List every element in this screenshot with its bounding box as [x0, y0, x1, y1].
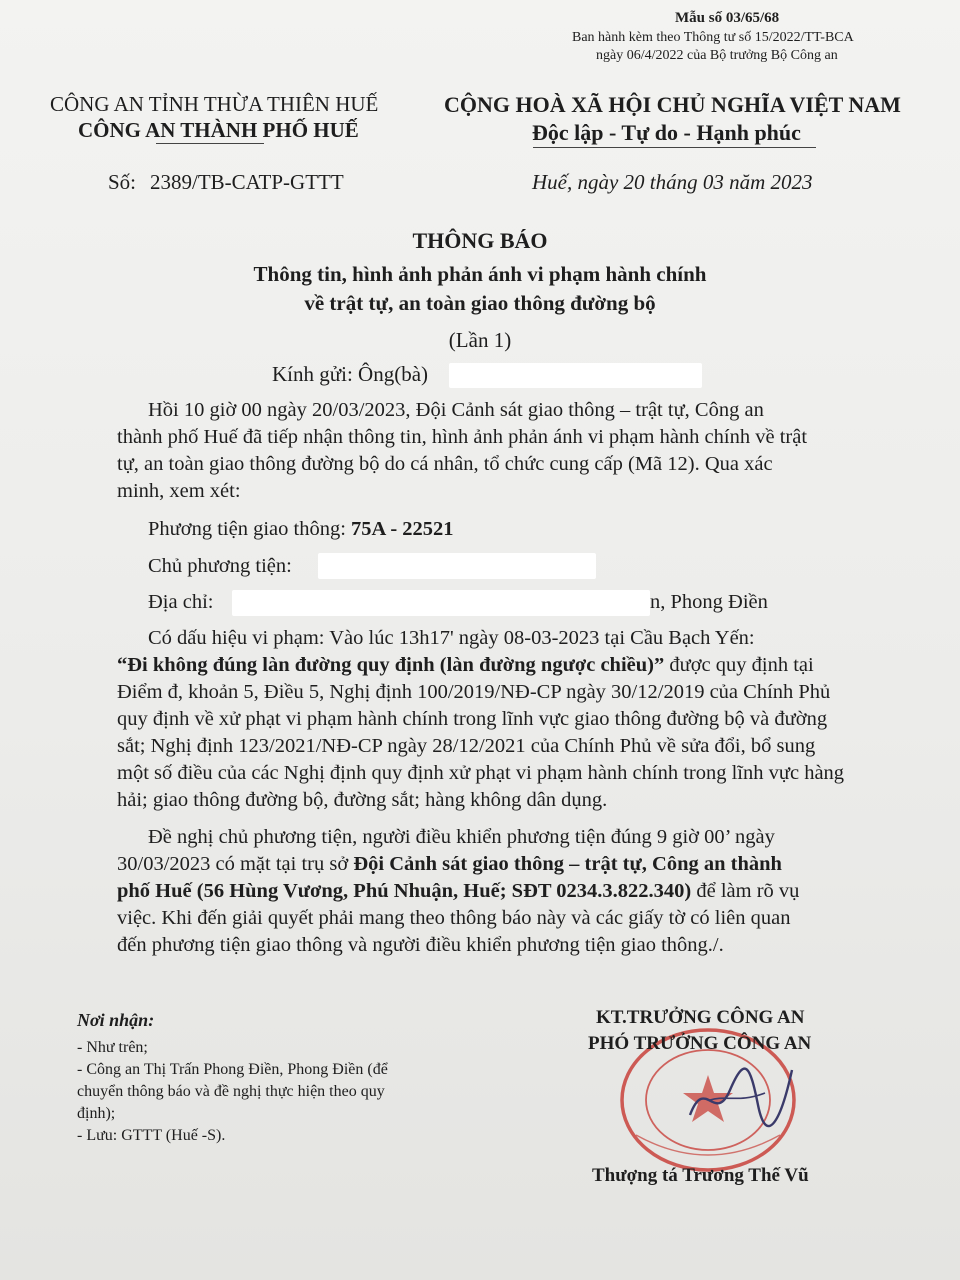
motto-underline — [533, 147, 816, 148]
org-underline — [156, 143, 264, 144]
request-line-part: 30/03/2023 có mặt tại trụ sở — [117, 853, 354, 875]
intro-line: thành phố Huế đã tiếp nhận thông tin, hình ảnh phản ánh vi phạm hành chính về trật — [117, 426, 808, 448]
document-subtitle-line1: Thông tin, hình ảnh phản ánh vi phạm hành chính — [253, 262, 707, 286]
document-date: Huế, ngày 20 tháng 03 năm 2023 — [532, 170, 813, 194]
violation-line: Có dấu hiệu vi phạm: Vào lúc 13h17' ngày 08-03-2023 tại Cầu Bạch Yến: — [148, 627, 755, 649]
violation-line-rest: được quy định tại — [664, 654, 814, 676]
intro-line: minh, xem xét: — [117, 480, 241, 502]
nation-motto: Độc lập - Tự do - Hạnh phúc — [532, 120, 801, 145]
request-office: Đội Cảnh sát giao thông – trật tự, Công an thành — [353, 853, 782, 875]
document-number-label: Số: — [108, 170, 137, 194]
intro-line: tự, an toàn giao thông đường bộ do cá nhân, tổ chức cung cấp (Mã 12). Qua xác — [117, 453, 773, 475]
issued-note-line1: Ban hành kèm theo Thông tư số 15/2022/TT-BCA — [572, 30, 854, 45]
recipient-item: - Công an Thị Trấn Phong Điền, Phong Điền (để — [77, 1061, 388, 1078]
vehicle-row — [148, 518, 454, 541]
vehicle-label: Phương tiện giao thông: — [148, 518, 346, 540]
violation-line: hải; giao thông đường bộ, đường sắt; hàng không dân dụng. — [117, 789, 608, 811]
issued-note-line2: ngày 06/4/2022 của Bộ trưởng Bộ Công an — [596, 48, 838, 63]
recipient-item: định); — [77, 1105, 116, 1122]
request-line: Đề nghị chủ phương tiện, người điều khiển phương tiện đúng 9 giờ 00’ ngày — [148, 826, 775, 848]
violation-line: một số điều của các Nghị định quy định xử phạt vi phạm hành chính trong lĩnh vực hàng — [117, 762, 845, 784]
document-number — [108, 170, 344, 195]
recipient-item: chuyển thông báo và đề nghị thực hiện theo quy — [77, 1083, 385, 1100]
org-parent: CÔNG AN TỈNH THỪA THIÊN HUẾ — [50, 92, 379, 116]
request-line — [117, 853, 782, 876]
document-subtitle-line2: về trật tự, an toàn giao thông đường bộ — [304, 291, 656, 315]
owner-label: Chủ phương tiện: — [148, 555, 292, 577]
redacted-owner — [318, 553, 596, 579]
request-office-address: phố Huế (56 Hùng Vương, Phú Nhuận, Huế; SĐT 0234.3.822.340) — [117, 880, 692, 902]
address-label: Địa chỉ: — [148, 591, 214, 613]
violation-line — [117, 654, 814, 677]
intro-line: Hồi 10 giờ 00 ngày 20/03/2023, Đội Cảnh sát giao thông – trật tự, Công an — [148, 399, 764, 421]
violation-line: Điểm đ, khoản 5, Điều 5, Nghị định 100/2019/NĐ-CP ngày 30/12/2019 của Chính Phủ — [117, 681, 831, 703]
document-number-value: 2389/TB-CATP-GTTT — [150, 170, 344, 194]
violation-line: sắt; Nghị định 123/2021/NĐ-CP ngày 28/12/2021 của Chính Phủ về sửa đổi, bổ sung — [117, 735, 816, 757]
request-line — [117, 880, 799, 903]
nation-title: CỘNG HOÀ XÃ HỘI CHỦ NGHĨA VIỆT NAM — [444, 92, 901, 117]
org-name: CÔNG AN THÀNH PHỐ HUẾ — [78, 118, 359, 142]
violation-description: “Đi không đúng làn đường quy định (làn đường ngược chiều)” — [117, 654, 665, 676]
recipients-heading: Nơi nhận: — [77, 1010, 155, 1030]
notice-count: (Lần 1) — [448, 328, 512, 352]
recipient-item: - Như trên; — [77, 1039, 148, 1056]
signature-title-line1: KT.TRƯỞNG CÔNG AN — [596, 1007, 805, 1028]
document-title: THÔNG BÁO — [412, 228, 548, 253]
request-line: việc. Khi đến giải quyết phải mang theo thông báo này và các giấy tờ có liên quan — [117, 907, 791, 929]
recipient-item: - Lưu: GTTT (Huế -S). — [77, 1127, 226, 1144]
signature-icon — [680, 1055, 800, 1135]
redacted-address — [232, 590, 650, 616]
signature-title-line2: PHÓ TRƯỞNG CÔNG AN — [588, 1033, 812, 1054]
vehicle-plate: 75A - 22521 — [351, 518, 454, 540]
request-line: đến phương tiện giao thông và người điều khiển phương tiện giao thông./. — [117, 934, 724, 956]
form-code: Mẫu số 03/65/68 — [675, 10, 780, 26]
address-tail: n, Phong Điền — [650, 591, 768, 613]
recipient-label: Kính gửi: Ông(bà) — [272, 362, 429, 386]
redacted-recipient — [449, 363, 702, 388]
violation-line: quy định về xử phạt vi phạm hành chính trong lĩnh vực giao thông đường bộ và đường — [117, 708, 828, 730]
signer-name: Thượng tá Trương Thế Vũ — [592, 1165, 809, 1186]
request-line-part: để làm rõ vụ — [691, 880, 800, 902]
